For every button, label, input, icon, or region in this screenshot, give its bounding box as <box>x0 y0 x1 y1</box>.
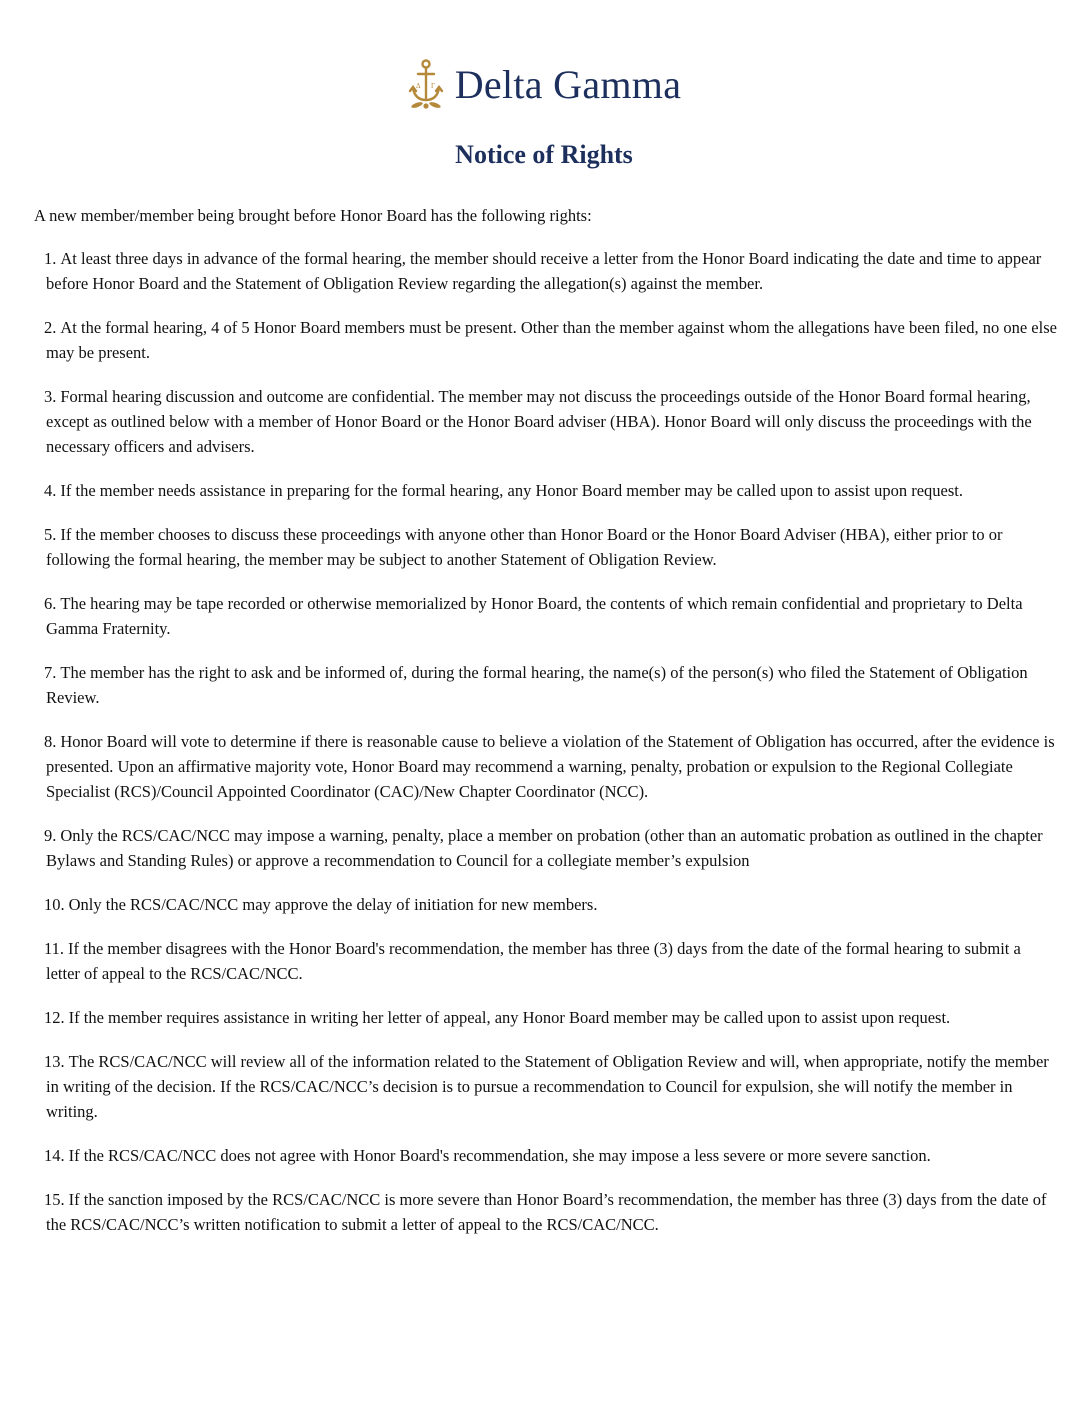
logo <box>407 58 682 112</box>
document-header <box>0 58 1088 112</box>
list-item <box>38 936 1058 986</box>
item-text: Only the RCS/CAC/NCC may impose a warning, penalty, place a member on probation (other than an automatic probation as outlined in the chapter Bylaws and Standing Rules) or approve a recommendation to Council for a collegiate member’s expulsion <box>46 826 1043 870</box>
item-text: Formal hearing discussion and outcome are confidential. The member may not discuss the proceedings outside of the Honor Board formal hearing, except as outlined below with a member of Honor Board or the Honor Board adviser (HBA). Honor Board will only discuss the proceedings with the necessary officers and advisers. <box>46 387 1032 456</box>
list-item <box>38 384 1058 459</box>
item-text: The RCS/CAC/NCC will review all of the information related to the Statement of Obligation Review and will, when appropriate, notify the member in writing of the decision. If the RCS/CAC/NCC’s decision is to pursue a recommendation to Council for expulsion, she will notify the member in writing. <box>46 1052 1049 1121</box>
item-text: Only the RCS/CAC/NCC may approve the delay of initiation for new members. <box>68 895 598 914</box>
item-text: At least three days in advance of the formal hearing, the member should receive a letter from the Honor Board indicating the date and time to appear before Honor Board and the Statement of Obligation Review regarding the allegation(s) against the member. <box>46 249 1042 293</box>
list-item <box>38 1143 1058 1168</box>
item-text: At the formal hearing, 4 of 5 Honor Board members must be present. Other than the member against whom the allegations have been filed, no one else may be present. <box>46 318 1057 362</box>
item-text: If the RCS/CAC/NCC does not agree with Honor Board's recommendation, she may impose a less severe or more severe sanction. <box>68 1146 931 1165</box>
item-number: 14. <box>44 1146 65 1165</box>
list-item <box>38 1049 1058 1124</box>
item-text: If the member requires assistance in writing her letter of appeal, any Honor Board member may be called upon to assist upon request. <box>68 1008 951 1027</box>
item-text: If the sanction imposed by the RCS/CAC/NCC is more severe than Honor Board’s recommendation, the member has three (3) days from the date of the RCS/CAC/NCC’s written notification to submit a letter of appeal to the RCS/CAC/NCC. <box>46 1190 1047 1234</box>
item-text: If the member disagrees with the Honor Board's recommendation, the member has three (3) days from the date of the formal hearing to submit a letter of appeal to the RCS/CAC/NCC. <box>46 939 1021 983</box>
item-number: 1. <box>44 249 57 268</box>
rights-list <box>38 246 1058 1256</box>
list-item <box>38 660 1058 710</box>
item-number: 15. <box>44 1190 65 1209</box>
svg-text:Γ: Γ <box>430 82 435 90</box>
anchor-icon <box>407 58 445 112</box>
item-number: 10. <box>44 895 65 914</box>
item-text: If the member needs assistance in preparing for the formal hearing, any Honor Board member may be called upon to assist upon request. <box>60 481 964 500</box>
list-item <box>38 823 1058 873</box>
page-title: Notice of Rights <box>455 140 633 169</box>
item-number: 3. <box>44 387 57 406</box>
item-number: 4. <box>44 481 57 500</box>
item-text: If the member chooses to discuss these proceedings with anyone other than Honor Board or the Honor Board Adviser (HBA), either prior to or following the formal hearing, the member may be subject to another Statement of Obligation Review. <box>46 525 1003 569</box>
list-item <box>38 246 1058 296</box>
list-item <box>38 729 1058 804</box>
item-number: 8. <box>44 732 57 751</box>
list-item <box>38 315 1058 365</box>
item-number: 12. <box>44 1008 65 1027</box>
brand-name: Delta Gamma <box>454 62 682 107</box>
list-item <box>38 478 1058 503</box>
item-number: 7. <box>44 663 57 682</box>
item-number: 5. <box>44 525 57 544</box>
item-number: 2. <box>44 318 57 337</box>
list-item <box>38 522 1058 572</box>
item-number: 9. <box>44 826 57 845</box>
item-text: The member has the right to ask and be informed of, during the formal hearing, the name(s) of the person(s) who filed the Statement of Obligation Review. <box>46 663 1028 707</box>
svg-text:Δ: Δ <box>415 82 421 90</box>
item-number: 13. <box>44 1052 65 1071</box>
item-text: The hearing may be tape recorded or otherwise memorialized by Honor Board, the contents of which remain confidential and proprietary to Delta Gamma Fraternity. <box>46 594 1023 638</box>
list-item <box>38 892 1058 917</box>
item-number: 6. <box>44 594 57 613</box>
intro-paragraph: A new member/member being brought before Honor Board has the following rights: <box>34 206 592 225</box>
item-text: Honor Board will vote to determine if there is reasonable cause to believe a violation of the Statement of Obligation has occurred, after the evidence is presented. Upon an affirmative majority vote, Honor Board may recommend a warning, penalty, probation or expulsion to the Regional Collegiate Specialist (RCS)/Council Appointed Coordinator (CAC)/New Chapter Coordinator (NCC). <box>46 732 1055 801</box>
list-item <box>38 1005 1058 1030</box>
item-number: 11. <box>44 939 65 958</box>
list-item <box>38 591 1058 641</box>
list-item <box>38 1187 1058 1237</box>
